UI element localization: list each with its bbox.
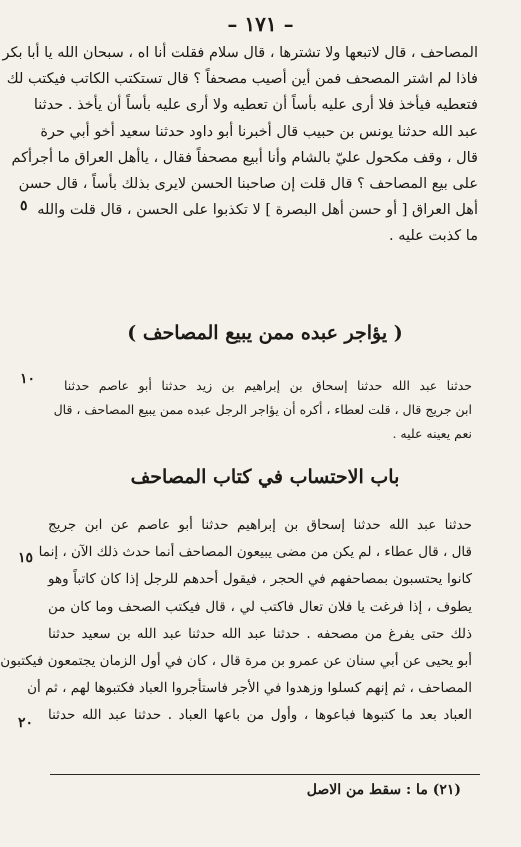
footnote: (٢١) ما : سقط من الاصل <box>306 782 461 798</box>
text-line: كانوا يحتسبون بمصاحفهم في الحجر ، فيقول أحدهم للرجل إذا كان كاتباً وهو <box>48 571 472 588</box>
text-line: قال ، وقف مكحول عليّ بالشام وأنا أبيع مصحفاً فقال ، ياأهل العراق ما أجرأكم <box>11 149 478 166</box>
section1-text-block <box>53 374 472 446</box>
text-line: العباد بعد ما كتبوها فباعوها ، وأول من باعها العباد . حدثنا عبد الله حدثنا <box>48 707 472 724</box>
text-line: أبو يحيى عن أبي سنان عن عمرو بن مرة قال ، كان في أول الزمان يجتمعون فيكتبون <box>0 653 472 670</box>
section-heading-chapter: باب الاحتساب في كتاب المصاحف <box>130 466 400 488</box>
text-line: المصاحف ، قال لاتبعها ولا تشترها ، قال سلام فقلت أنا اه ، سبحان الله يا أبا بكر <box>2 45 478 61</box>
text-line: ما كذبت عليه . <box>388 228 478 245</box>
line-number-10: ١٠ <box>20 371 36 387</box>
text-line: ذلك حتى يفرغ من مصحفه . حدثنا عبد الله حدثنا عبد الله بن سعيد حدثنا <box>48 625 472 642</box>
text-line: المصاحف ، ثم إنهم كسلوا وزهدوا في الأجر فاستأجروا العباد فكتبوها لهم ، ثم أن <box>27 680 472 697</box>
text-line: يطوف ، إذا فرغت يا فلان تعال فاكتب لي ، قال فيكتب الصحف وما كان من <box>48 598 472 615</box>
text-line: عبد الله حدثنا يونس بن حبيب قال أخبرنا أبو داود حدثنا سعيد أخو أبي حرة <box>40 123 478 140</box>
line-number-20: ٢٠ <box>18 715 34 731</box>
text-line: فاذا لم اشتر المصحف فمن أين أصيب مصحفاً ؟ قال تستكتب الكاتب فيكتب لك <box>6 71 478 88</box>
line-number-15: ١٥ <box>18 550 34 566</box>
section-heading-employing-servant: ( يؤاجر عبده ممن يبيع المصاحف ) <box>127 322 403 344</box>
page-number: – ١٧١ – <box>227 12 294 36</box>
main-text-block <box>2 40 478 250</box>
text-line: حدثنا عبد الله حدثنا إسحاق بن إبراهيم حدثنا أبو عاصم عن ابن جريج <box>48 517 472 533</box>
line-number-5: ٥ <box>20 198 28 214</box>
text-line: على بيع المصاحف ؟ قال قلت إن صاحبنا الحسن لايرى بذلك بأساً ، قال حسن <box>18 176 478 193</box>
text-line: حدثنا عبد الله حدثنا إسحاق بن إبراهيم بن زيد حدثنا أبو عاصم حدثنا <box>64 378 472 393</box>
footnote-divider <box>50 774 480 775</box>
text-line: ابن جريج قال ، قلت لعطاء ، أكره أن يؤاجر الرجل عبده ممن يبيع المصاحف ، قال <box>53 402 472 417</box>
text-line: قال ، قال عطاء ، لم يكن من مضى يبيعون المصاحف أنما حدث ذلك الآن ، إنما <box>38 544 472 561</box>
text-line: فتعطيه فيأخذ فلا أرى عليه بأساً أن تعطيه ولا أرى عليه بأساً أن يأخذ . حدثنا <box>33 97 478 114</box>
text-line: أهل العراق [ أو حسن أهل البصرة ] لا تكذبوا على الحسن ، قال قلت والله <box>37 202 478 219</box>
text-line: نعم يعينه عليه . <box>392 426 472 441</box>
